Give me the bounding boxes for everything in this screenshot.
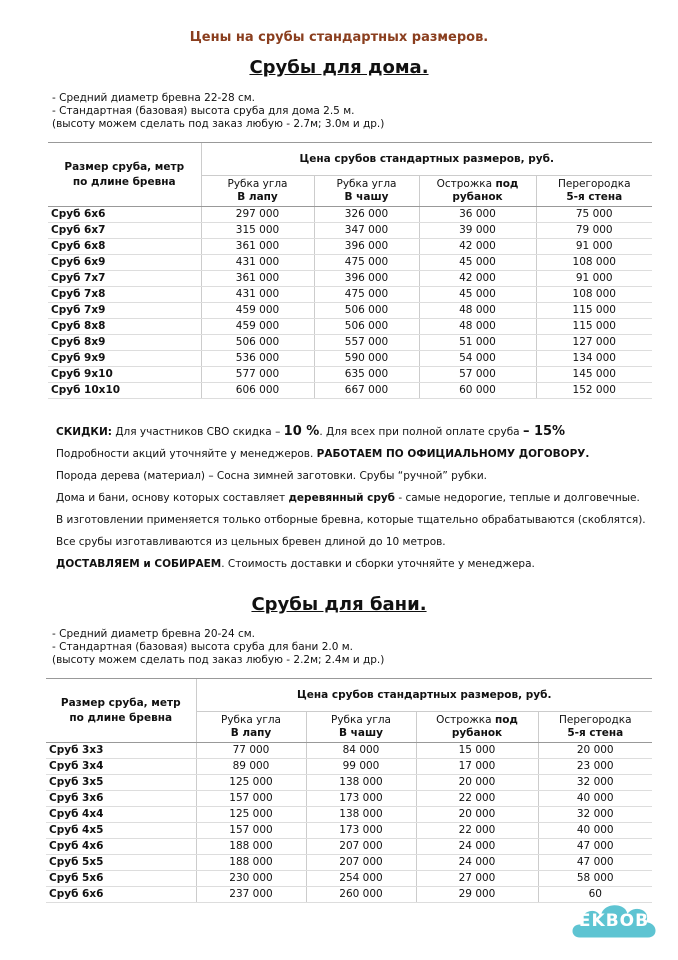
row-size-label: Сруб 5х6 bbox=[46, 871, 196, 887]
row-size-label: Сруб 5х5 bbox=[46, 855, 196, 871]
delivery-line: ДОСТАВЛЯЕМ и СОБИРАЕМ. Стоимость доставки и сборки уточняйте у менеджера. bbox=[56, 558, 535, 570]
price-cell: 326 000 bbox=[314, 207, 419, 223]
row-size-label: Сруб 9х10 bbox=[48, 367, 201, 383]
price-cell: 54 000 bbox=[419, 351, 536, 367]
price-cell: 347 000 bbox=[314, 223, 419, 239]
table-row bbox=[46, 807, 652, 823]
col-corner-paw-header: Рубка угла В лапу bbox=[201, 176, 314, 207]
table-row bbox=[46, 855, 652, 871]
price-cell: 459 000 bbox=[201, 303, 314, 319]
table-row bbox=[46, 759, 652, 775]
price-cell: 42 000 bbox=[419, 239, 536, 255]
table-row bbox=[48, 335, 652, 351]
watermark-text: EKBOB bbox=[578, 911, 650, 931]
price-cell: 77 000 bbox=[196, 743, 306, 759]
price-cell: 45 000 bbox=[419, 255, 536, 271]
price-cell: 47 000 bbox=[538, 855, 652, 871]
row-size-label: Сруб 7х7 bbox=[48, 271, 201, 287]
col-planing-header: Острожка под рубанок bbox=[419, 176, 536, 207]
price-cell: 99 000 bbox=[306, 759, 416, 775]
house-note-custom: (высоту можем сделать под заказ любую - 2.7м; 3.0м и др.) bbox=[52, 118, 385, 130]
price-cell: 75 000 bbox=[536, 207, 652, 223]
price-cell: 361 000 bbox=[201, 239, 314, 255]
bath-section-title: Срубы для бани. bbox=[251, 594, 427, 615]
price-cell: 475 000 bbox=[314, 287, 419, 303]
row-size-label: Сруб 7х9 bbox=[48, 303, 201, 319]
price-cell: 17 000 bbox=[416, 759, 538, 775]
price-header: Цена срубов стандартных размеров, руб. bbox=[201, 143, 652, 176]
price-cell: 361 000 bbox=[201, 271, 314, 287]
price-cell: 36 000 bbox=[419, 207, 536, 223]
price-cell: 207 000 bbox=[306, 839, 416, 855]
price-cell: 667 000 bbox=[314, 383, 419, 399]
price-cell: 297 000 bbox=[201, 207, 314, 223]
price-cell: 557 000 bbox=[314, 335, 419, 351]
price-cell: 431 000 bbox=[201, 287, 314, 303]
price-cell: 431 000 bbox=[201, 255, 314, 271]
price-cell: 260 000 bbox=[306, 887, 416, 903]
table-row bbox=[48, 319, 652, 335]
price-cell: 48 000 bbox=[419, 303, 536, 319]
bath-notes bbox=[52, 628, 384, 667]
size-header: Размер сруба, метр по длине бревна bbox=[48, 143, 201, 207]
price-cell: 51 000 bbox=[419, 335, 536, 351]
price-cell: 23 000 bbox=[538, 759, 652, 775]
price-cell: 24 000 bbox=[416, 839, 538, 855]
table-row bbox=[46, 791, 652, 807]
solid-logs-line: Все срубы изготавливаются из цельных бревен длиной до 10 метров. bbox=[56, 536, 446, 548]
price-cell: 125 000 bbox=[196, 775, 306, 791]
price-cell: 506 000 bbox=[201, 335, 314, 351]
price-cell: 254 000 bbox=[306, 871, 416, 887]
row-size-label: Сруб 4х5 bbox=[46, 823, 196, 839]
table-row bbox=[46, 839, 652, 855]
price-cell: 39 000 bbox=[419, 223, 536, 239]
col-planing-header: Острожка под рубанок bbox=[416, 712, 538, 743]
price-cell: 188 000 bbox=[196, 839, 306, 855]
row-size-label: Сруб 8х9 bbox=[48, 335, 201, 351]
table-row bbox=[48, 351, 652, 367]
price-cell: 60 000 bbox=[419, 383, 536, 399]
price-cell: 577 000 bbox=[201, 367, 314, 383]
price-cell: 45 000 bbox=[419, 287, 536, 303]
row-size-label: Сруб 4х6 bbox=[46, 839, 196, 855]
table-row bbox=[48, 255, 652, 271]
row-size-label: Сруб 9х9 bbox=[48, 351, 201, 367]
price-cell: 91 000 bbox=[536, 271, 652, 287]
price-cell: 15 000 bbox=[416, 743, 538, 759]
table-row bbox=[48, 303, 652, 319]
price-cell: 145 000 bbox=[536, 367, 652, 383]
col-corner-paw-header: Рубка угла В лапу bbox=[196, 712, 306, 743]
table-row bbox=[48, 223, 652, 239]
price-cell: 89 000 bbox=[196, 759, 306, 775]
col-partition-header: Перегородка 5-я стена bbox=[536, 176, 652, 207]
table-row bbox=[48, 383, 652, 399]
price-cell: 115 000 bbox=[536, 303, 652, 319]
col-corner-bowl-header: Рубка угла В чашу bbox=[314, 176, 419, 207]
price-cell: 230 000 bbox=[196, 871, 306, 887]
row-size-label: Сруб 6х6 bbox=[48, 207, 201, 223]
table-row bbox=[48, 287, 652, 303]
discount-line: СКИДКИ: Для участников СВО скидка – 10 %. Для всех при полной оплате сруба – 15% bbox=[56, 424, 566, 439]
price-cell: 536 000 bbox=[201, 351, 314, 367]
price-cell: 20 000 bbox=[416, 807, 538, 823]
col-corner-bowl-header: Рубка угла В чашу bbox=[306, 712, 416, 743]
price-cell: 32 000 bbox=[538, 775, 652, 791]
price-cell: 108 000 bbox=[536, 287, 652, 303]
house-price-table bbox=[48, 142, 652, 399]
details-line: Подробности акций уточняйте у менеджеров. РАБОТАЕМ ПО ОФИЦИАЛЬНОМУ ДОГОВОРУ. bbox=[56, 448, 590, 460]
price-cell: 396 000 bbox=[314, 271, 419, 287]
price-cell: 173 000 bbox=[306, 823, 416, 839]
row-size-label: Сруб 6х6 bbox=[46, 887, 196, 903]
price-cell: 315 000 bbox=[201, 223, 314, 239]
price-cell: 138 000 bbox=[306, 807, 416, 823]
price-cell: 173 000 bbox=[306, 791, 416, 807]
price-cell: 606 000 bbox=[201, 383, 314, 399]
price-cell: 48 000 bbox=[419, 319, 536, 335]
price-cell: 207 000 bbox=[306, 855, 416, 871]
house-note-height: - Стандартная (базовая) высота сруба для дома 2.5 м. bbox=[52, 105, 355, 117]
price-cell: 157 000 bbox=[196, 823, 306, 839]
row-size-label: Сруб 4х4 bbox=[46, 807, 196, 823]
price-cell: 27 000 bbox=[416, 871, 538, 887]
price-cell: 188 000 bbox=[196, 855, 306, 871]
price-cell: 134 000 bbox=[536, 351, 652, 367]
price-cell: 125 000 bbox=[196, 807, 306, 823]
table-row bbox=[48, 207, 652, 223]
price-cell: 506 000 bbox=[314, 319, 419, 335]
row-size-label: Сруб 3х3 bbox=[46, 743, 196, 759]
table-row bbox=[48, 271, 652, 287]
price-cell: 396 000 bbox=[314, 239, 419, 255]
price-cell: 32 000 bbox=[538, 807, 652, 823]
price-cell: 79 000 bbox=[536, 223, 652, 239]
price-cell: 84 000 bbox=[306, 743, 416, 759]
table-row bbox=[46, 871, 652, 887]
price-cell: 108 000 bbox=[536, 255, 652, 271]
price-cell: 152 000 bbox=[536, 383, 652, 399]
size-header: Размер сруба, метр по длине бревна bbox=[46, 679, 196, 743]
price-cell: 22 000 bbox=[416, 823, 538, 839]
price-cell: 506 000 bbox=[314, 303, 419, 319]
house-note-diameter: - Средний диаметр бревна 22-28 см. bbox=[52, 92, 256, 104]
house-section-title: Срубы для дома. bbox=[249, 57, 429, 78]
price-cell: 590 000 bbox=[314, 351, 419, 367]
price-cell: 47 000 bbox=[538, 839, 652, 855]
price-cell: 157 000 bbox=[196, 791, 306, 807]
row-size-label: Сруб 3х4 bbox=[46, 759, 196, 775]
price-cell: 237 000 bbox=[196, 887, 306, 903]
table-row bbox=[46, 823, 652, 839]
watermark-logo bbox=[566, 895, 662, 951]
bath-note-height: - Стандартная (базовая) высота сруба для бани 2.0 м. bbox=[52, 641, 354, 653]
price-cell: 91 000 bbox=[536, 239, 652, 255]
table-row bbox=[46, 887, 652, 903]
bath-price-table bbox=[46, 678, 652, 903]
row-size-label: Сруб 6х9 bbox=[48, 255, 201, 271]
wood-line: Порода дерева (материал) – Сосна зимней заготовки. Срубы “ручной” рубки. bbox=[56, 470, 488, 482]
price-cell: 127 000 bbox=[536, 335, 652, 351]
row-size-label: Сруб 7х8 bbox=[48, 287, 201, 303]
price-cell: 40 000 bbox=[538, 823, 652, 839]
price-cell: 475 000 bbox=[314, 255, 419, 271]
price-cell: 42 000 bbox=[419, 271, 536, 287]
price-cell: 115 000 bbox=[536, 319, 652, 335]
price-cell: 22 000 bbox=[416, 791, 538, 807]
page-title: Цены на срубы стандартных размеров. bbox=[189, 30, 489, 45]
price-cell: 138 000 bbox=[306, 775, 416, 791]
price-cell: 40 000 bbox=[538, 791, 652, 807]
col-partition-header: Перегородка 5-я стена bbox=[538, 712, 652, 743]
table-row bbox=[48, 367, 652, 383]
logs-line: В изготовлении применяется только отборные бревна, которые тщательно обрабатываются (скоблятся). bbox=[56, 514, 646, 526]
row-size-label: Сруб 3х6 bbox=[46, 791, 196, 807]
price-cell: 58 000 bbox=[538, 871, 652, 887]
price-header: Цена срубов стандартных размеров, руб. bbox=[196, 679, 652, 712]
price-cell: 60 bbox=[538, 887, 652, 903]
price-cell: 57 000 bbox=[419, 367, 536, 383]
price-cell: 459 000 bbox=[201, 319, 314, 335]
row-size-label: Сруб 6х8 bbox=[48, 239, 201, 255]
price-cell: 635 000 bbox=[314, 367, 419, 383]
price-cell: 20 000 bbox=[538, 743, 652, 759]
bath-note-diameter: - Средний диаметр бревна 20-24 см. bbox=[52, 628, 256, 640]
table-row bbox=[48, 239, 652, 255]
price-cell: 20 000 bbox=[416, 775, 538, 791]
bath-note-custom: (высоту можем сделать под заказ любую - 2.2м; 2.4м и др.) bbox=[52, 654, 385, 666]
table-row bbox=[46, 775, 652, 791]
row-size-label: Сруб 10х10 bbox=[48, 383, 201, 399]
base-line: Дома и бани, основу которых составляет деревянный сруб - самые недорогие, теплые и долговечные. bbox=[56, 492, 640, 504]
row-size-label: Сруб 6х7 bbox=[48, 223, 201, 239]
row-size-label: Сруб 3х5 bbox=[46, 775, 196, 791]
house-notes bbox=[52, 92, 384, 131]
price-cell: 24 000 bbox=[416, 855, 538, 871]
row-size-label: Сруб 8х8 bbox=[48, 319, 201, 335]
price-cell: 29 000 bbox=[416, 887, 538, 903]
table-row bbox=[46, 743, 652, 759]
